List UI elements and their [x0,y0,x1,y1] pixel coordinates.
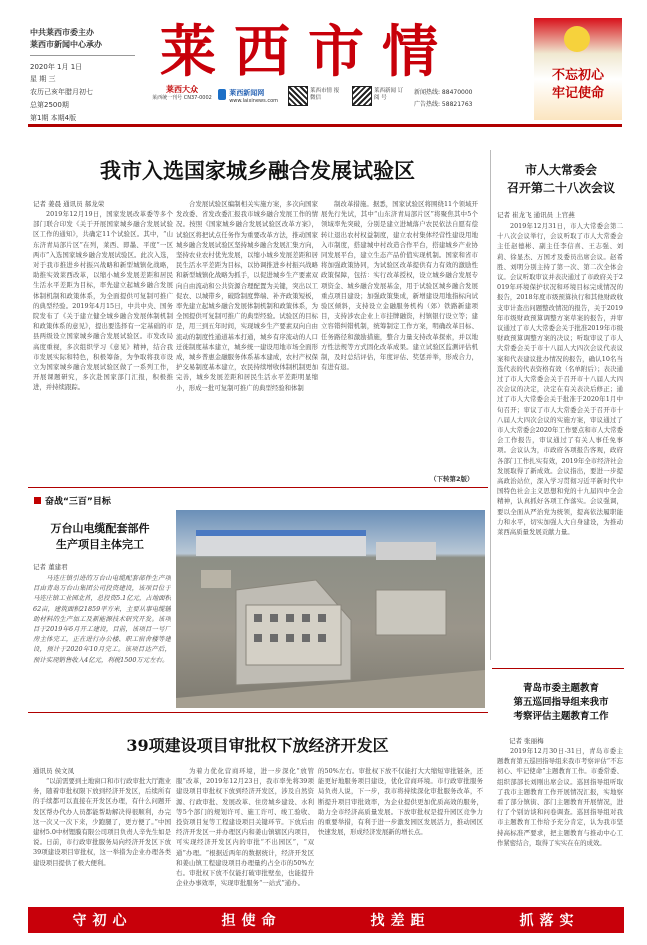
inspection-body: 2019年12月30日-31日，青岛市委主题教育第五巡回指导组来我市考察评估“不忘初心、牢记使命”主题教育工作。市委常委、组织部部长刘刚出席会议。巡回指导组听取了我市主题教育工作开展情况汇报，实地察看了部分镇街、部门主题教育开展情况，进行了个别访谈和问卷调查。巡回指导组对我市主题教育工作给予充分肯定，认为我市坚持高标准严要求，把主题教育与推动中心工作紧密结合，取得了实实在在的成效。 [497,747,623,847]
cable-headline-2: 生产项目主体完工 [56,538,144,551]
footer-slogan-banner [28,907,624,933]
issue-this: 第1期 本期4版 [30,114,77,122]
inspection-headline-2: 第五巡回指导组来我市 [513,697,609,708]
party-emblem-icon [564,26,590,52]
slogan-line-2: 牢记使命 [551,86,604,101]
approval-headline: 39项建设项目审批权下放经济开发区 [126,736,389,755]
approval-col-3: 的50%左右。审批权下放不仅能打大大缩短审批链条，还能更好地服务项目建设，优化营商环境。市行政审批服务局负责人说，下一步，我市将持续深化审批服务改革，不断提升项目审批效率，为企业提供更加优质高效的服务，助力全市经济高质量发展。下放审批权是提升园区竞争力的重要举措，有利于进一步激发园区发展活力，推动园区快速发展，形成经济发展新的增长点。 [318,767,483,837]
news-site-icon [218,89,226,100]
section-label-text: 奋战“三百”目标 [45,497,111,507]
section-label [34,494,111,507]
meeting-headline-2: 召开第二十八次会议 [506,181,615,195]
slogan-line-1: 不忘初心 [551,68,604,83]
footer-slogan-4: 抓落实 [519,913,580,929]
cable-byline: 记者 董建君 [33,563,68,571]
approval-col-2: 为着力优化营商环境，进一步深化“放管服”改革，2019年12月23日，我市率先将39项建设项目审批权下放到经济开发区，涉及自然资源、行政审批、发展改革、住房城乡建设、水利等5个部门的规划许可、施工许可、竣工验收、投资项目复等工程建设项目关键环节。下放后由经济开发区一并办理区内和姜山镇辖区内项目，可实现经济开发区内的审批“不出园区”，“双通”办理。“根据近两年的数据统计，经济开发区和姜山镇工程建设项目办理量约占全市的50%左右。审批权下放不仅能打破审批壁垒，也能提升企业办事效率，实现审批服务“一站式”通办。 [176,767,314,888]
lead-headline: 我市入选国家城乡融合发展试验区 [100,158,415,183]
meeting-headline-1: 市人大常委会 [524,163,597,177]
section-rule [28,712,488,713]
issue-date: 2020年 1月 1日 [30,63,83,71]
sponsor-line-2: 莱西市新闻中心承办 [30,40,102,49]
laixi-news-logo [218,88,278,120]
masthead-rule [28,124,622,127]
section-marker-icon [34,497,41,504]
logo2-text: 莱西新闻网 [229,89,265,97]
slogan-banner [534,18,622,120]
footer-slogan-2: 担使命 [221,913,282,929]
issue-weekday: 星 期 三 [30,75,56,83]
lead-col-3: 制改革措施。据悉，国家试验区将围绕11个领域开展先行先试，其中“山东济青局部片区”将聚焦其中5个领域率先突破，分别是建立进城落户农民依法自愿有偿转让退出农村权益制度，建立农村集体经营性建设用地入市制度，搭建城中村改造合作平台，搭建城乡产业协同发展平台，建立生态产品价值实现机制。国家和省市将加强政策协同，为试验区改革提供有力有效的激励性政策保障，包括：实行改革授权，设立城乡融合发展专项资金、城乡融合发展基金，用于试验区城乡融合发展重点项目建设；加强政策集成，新增建设用地指标向试验区倾斜，支持设立金融服务机构（郊）铁路新建项目，支持涉农企业上市挂牌融资，村镇银行设立等；建立容错纠错机制，统筹制定工作方案，明确改革目标、任务路径和激励措施，整合力量支持改革探索，并以地方性法规等方式固化改革成果。建立试验区监测评估机制，及时总结评估，年度评估、奖惩并举，形成合力，有进有退。 [321,200,478,372]
logo2-url: www.laixinews.com [229,98,278,104]
logo1-text: 莱西大众 [166,84,198,94]
qr-code-icon [352,86,372,106]
section-rule [28,487,488,488]
ad-hotline: 广告热线: 58821763 [414,101,473,108]
meeting-byline: 记者 崔龙飞 通讯员 上官燕 [497,211,575,219]
inspection-headline-1: 青岛市委主题教育 [522,683,599,694]
lead-continued: （下转第2版） [430,475,474,483]
inspection-byline: 记者 张丽梅 [509,737,544,745]
lead-col-1: 2019年12月19日，国家发展改革委等多个部门联合印发《关于开展国家城乡融合发展试验区工作的通知》，共确定11个试验区。其中，“山东济青局部片区”在列，莱西、即墨、平度“一区两市”入选国家城乡融合发展试验区。此次入选，对于我市推进乡村振兴战略和新型城镇化战略，助推实效莱西改革，以缩小城乡发展差距和居民生活水平差距为目标，率先建立起城乡融合发展体制机制和政策体系，为全面提供可复制可推广的典型经验。2019年4月15日，中共中央、国务院发布了《关于建立健全城乡融合发展体制机制和政策体系的意见》，提出要选择有一定基础的市县两级设立国家城乡融合发展试验区。市发改局高度重视，多次组织学习《意见》精神，结合我市发展实际和特色，积极筹备，为争取将我市设立为国家城乡融合发展试验区做了一系列工作，开展课题研究，多次赴国家部门汇报，积极推进，并持续跟踪。 [33,210,173,392]
footer-slogan-1: 守初心 [72,913,133,929]
qr2-label: 莱西新闻 订 阅 号 [374,88,404,101]
lead-byline: 记者 姜晨 通讯员 郝龙荣 [33,200,105,208]
logo1-subtext: 莱西统一刊号 CN37-0002 [152,95,212,101]
qr1-label: 莱西市情 报 微信 [310,88,340,101]
construction-site-photo [176,510,485,708]
laixi-dazhong-logo [148,84,216,120]
newspaper-title: 莱西市情 [160,19,456,85]
issue-lunar-date: 农历己亥年腊月初七 [30,88,93,96]
cable-body: 马连庄镇引进的万台山电缆配套部件生产项目由青岛万台山集团公司投资建设，该项目位于马连庄镇工业园北首，总投资5.1亿元，占地面积62亩，建筑面积21859平方米，主要从事电缆辅助材料的生产加工及新能源技术研究开发。该项目于2019年6月开工建设，目前，该项目一号厂房主体完工，正在进行办公楼、职工宿舍楼等建设，预计于2020年10月完工。该项目达产后，预计实现销售收入4亿元，利税1500万元左右。 [33,574,171,664]
cable-headline-1: 万台山电缆配套部件 [50,522,150,535]
inspection-headline-3: 考察评估主题教育工作 [513,711,609,722]
approval-byline: 通讯员 侯文凤 [33,767,75,775]
qr-code-icon [288,86,308,106]
column-divider [490,150,491,660]
approval-col-1: “以前需要到土地窗口和市行政审批大厅跑业务，随着审批权限下放到经济开发区，后续所有的手续都可以直接在开发区办理，有什么问题开发区帮办代办人员都能帮助解决得很顺利，办完这一次又一次下来，少跑腿了，更方便了。”中国建材5.0中材锂膜有限公司项目负责人辛先生如是说。日前，市行政审批服务局向经济开发区下放39项建设项目审批权，这一举措为企业办理各类建设项目提供了极大便利。 [33,777,171,867]
issue-total: 总第2500期 [30,101,69,109]
sponsor-line-1: 中共莱西市委主办 [30,28,94,37]
news-hotline: 新闻热线: 88470000 [414,89,473,96]
section-rule [492,668,624,669]
footer-slogan-3: 找差距 [370,913,431,929]
lead-col-2: 合发展试验区编制相关实施方案，多次向国家发改委、省发改委汇报我市城乡融合发展工作的情况。按照《国家城乡融合发展试验区改革方案》，试验区将把试点任务作为重要改革方法，推动国家城乡融合发展试验区坚持城乡融合发展汇集方向，坚持农业农村优先发展，以缩小城乡发展差距和居民生活水平差距为目标，以协调推进乡村振兴战略和新型城镇化战略为抓手，以促进城乡生产要素双向自由流动和公共资源合理配置为关键，突出以工促农、以城带乡，破除制度弊端、补齐政策短板，率先建立起城乡融合发展体制机制和政策体系，为全国提供可复制可推广的典型经验。试验区的目标是，用三到五年时间，实现城乡生产要素双向自由流动的制度性通道基本打通，城乡有序流动的人口迁徙制度基本建立，城乡统一建设用地市场全面形成，城乡普惠金融服务体系基本建成，农村产权保护交易制度基本建立，农民持续增收体制机制更加完善，城乡发展差距和居民生活水平差距明显缩小，形成一批可复制可推广的典型经验和体制 [176,200,318,392]
meeting-body: 2019年12月31日，市人大常委会第二十八次会议举行，会议听取了市人大常委会主任赵德彬、副主任李信喜、王志强、刘莉、徐显杰、万国才及委员出席会议。赵希胜、刘明分别主持了第一次、第二次全体会议。会议听取审议并表决通过了市政府关于2019年环境保护状况和环境目标完成情况的报告，2018年度市级预算执行和其他财政收支审计查出问题整改情况的报告，关于2019年市级财政预算调整方案草案的报告，并审议通过了市人大常委会关于批准2019年市级财政预算调整方案的决议；听取审议了市人大常委会关于市十八届人大四次会议代表议案和代表建议批办情况的报告，确认10名当选代表的代表资格有效（名单附后）；表决通过了市人大常委会关于召开市十八届人大四次会议的决定，决定在有关表决后修正；通过了市人大常委会关于批准于2020年1月中旬召开；审议了市人大常委会关于召开市十八届人大四次会议的实施方案，审议通过了市人大常委会2020年工作要点和市人大常委会工作报告，审议通过了有关人事任免事项。会议认为，市政府各项报告客观，政府各部门工作扎实有效，2019年全市经济社会发展取得了新成效。会议指出，要进一步提高政治站位，深入学习贯彻习近平新时代中国特色社会主义思想和党的十九届四中全会精神，认真抓好各项工作落实。会议强调，要以全面从严治党为统领，提高依法履职能力和水平，切实加强人大自身建设，为推动莱西高质量发展贡献力量。 [497,222,623,537]
construction-site-illustration [176,510,485,708]
